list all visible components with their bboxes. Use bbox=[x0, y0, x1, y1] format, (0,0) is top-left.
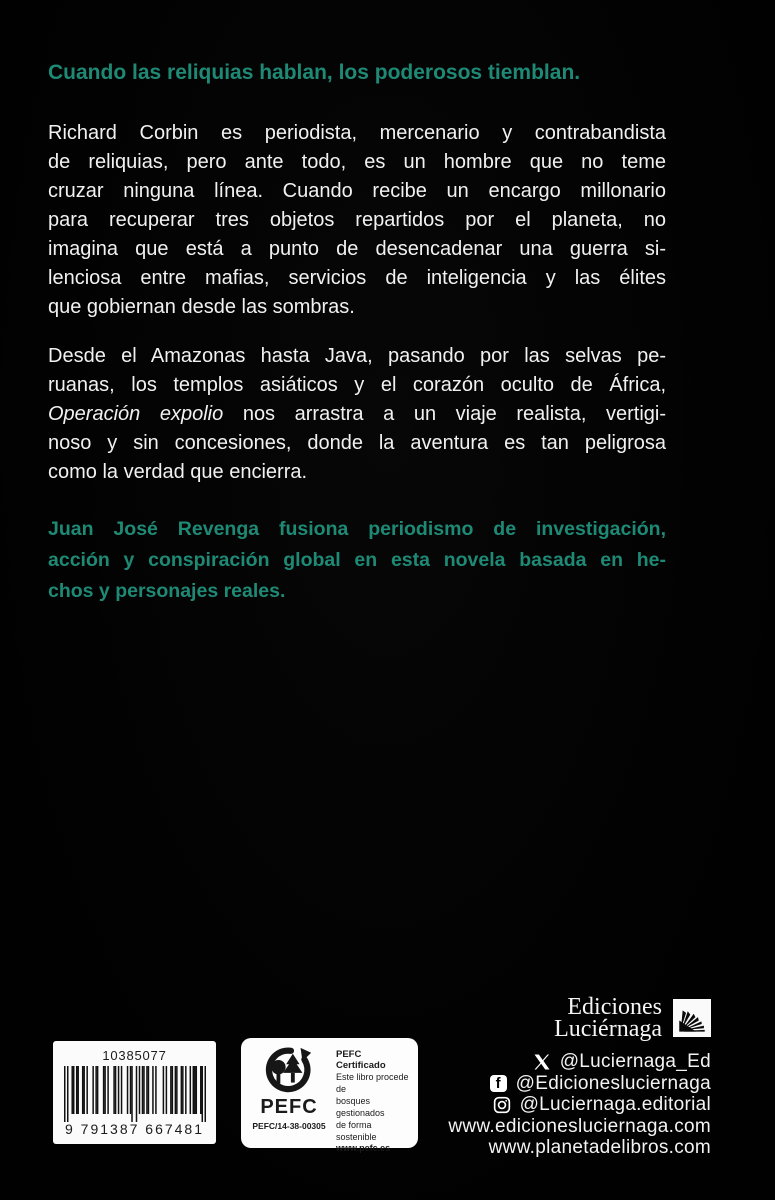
x-handle: @Luciernaga_Ed bbox=[559, 1051, 711, 1072]
pefc-logo-icon bbox=[250, 1046, 328, 1096]
barcode-ean-number: 9 791387 667481 bbox=[65, 1121, 204, 1137]
facebook-icon: f bbox=[490, 1075, 507, 1092]
synopsis-paragraph-2: Desde el Amazonas hasta Java, pasando por las selvas pe- ruanas, los templos asiáticos y el corazón oculto de África, Operación expolio nos arrastra a un viaje realista, vertigi- noso y sin concesiones, donde la aventura es tan peligrosa como la verdad que encierra. bbox=[48, 345, 666, 483]
synopsis-block bbox=[48, 60, 666, 607]
synopsis-paragraph-1: Richard Corbin es periodista, mercenario y contrabandista de reliquias, pero ante todo, es un hombre que no teme cruzar ninguna línea. Cuando recibe un encargo millonario para recuperar tres objetos repartidos por el planeta, no imagina que está a punto de desencadenar una guerra si- lenciosa entre mafias, servicios de inteligencia y las élites que gobiernan desde las sombras. bbox=[48, 122, 666, 318]
instagram-handle: @Luciernaga.editorial bbox=[519, 1094, 711, 1115]
social-instagram-row bbox=[448, 1096, 711, 1114]
publisher-website-url: www.edicionesluciernaga.com bbox=[448, 1115, 711, 1137]
planetadelibros-url: www.planetadelibros.com bbox=[488, 1137, 711, 1158]
x-twitter-icon bbox=[533, 1053, 551, 1071]
pefc-brand: PEFC bbox=[260, 1096, 318, 1118]
planetadelibros-website-row bbox=[448, 1139, 711, 1157]
instagram-icon bbox=[493, 1096, 511, 1114]
social-facebook-row bbox=[448, 1072, 711, 1094]
barcode-bars bbox=[64, 1066, 206, 1122]
barcode bbox=[53, 1041, 216, 1144]
barcode-top-number: 10385077 bbox=[102, 1048, 167, 1063]
facebook-handle: @Edicionesluciernaga bbox=[515, 1072, 711, 1094]
pefc-label bbox=[241, 1038, 418, 1153]
social-x-row bbox=[448, 1053, 711, 1071]
pefc-cert-code: PEFC/14-38-00305 bbox=[252, 1121, 326, 1131]
tagline: Cuando las reliquias hablan, los poderosos tiemblan. bbox=[48, 61, 581, 84]
publisher-website-row bbox=[448, 1115, 711, 1137]
publisher-block bbox=[448, 996, 711, 1157]
pefc-description: Este libro procede de bosques gestionados de forma sostenible bbox=[336, 1072, 409, 1142]
synopsis-paragraph-3: Juan José Revenga fusiona periodismo de investigación, acción y conspiración global en esta novela basada en he- chos y personajes reales. bbox=[48, 518, 666, 602]
publisher-name: Ediciones Luciérnaga bbox=[554, 994, 662, 1042]
pefc-title: PEFC Certificado bbox=[336, 1049, 386, 1071]
pefc-url: www.pefc.es bbox=[336, 1143, 391, 1153]
publisher-logo-icon bbox=[673, 999, 711, 1037]
